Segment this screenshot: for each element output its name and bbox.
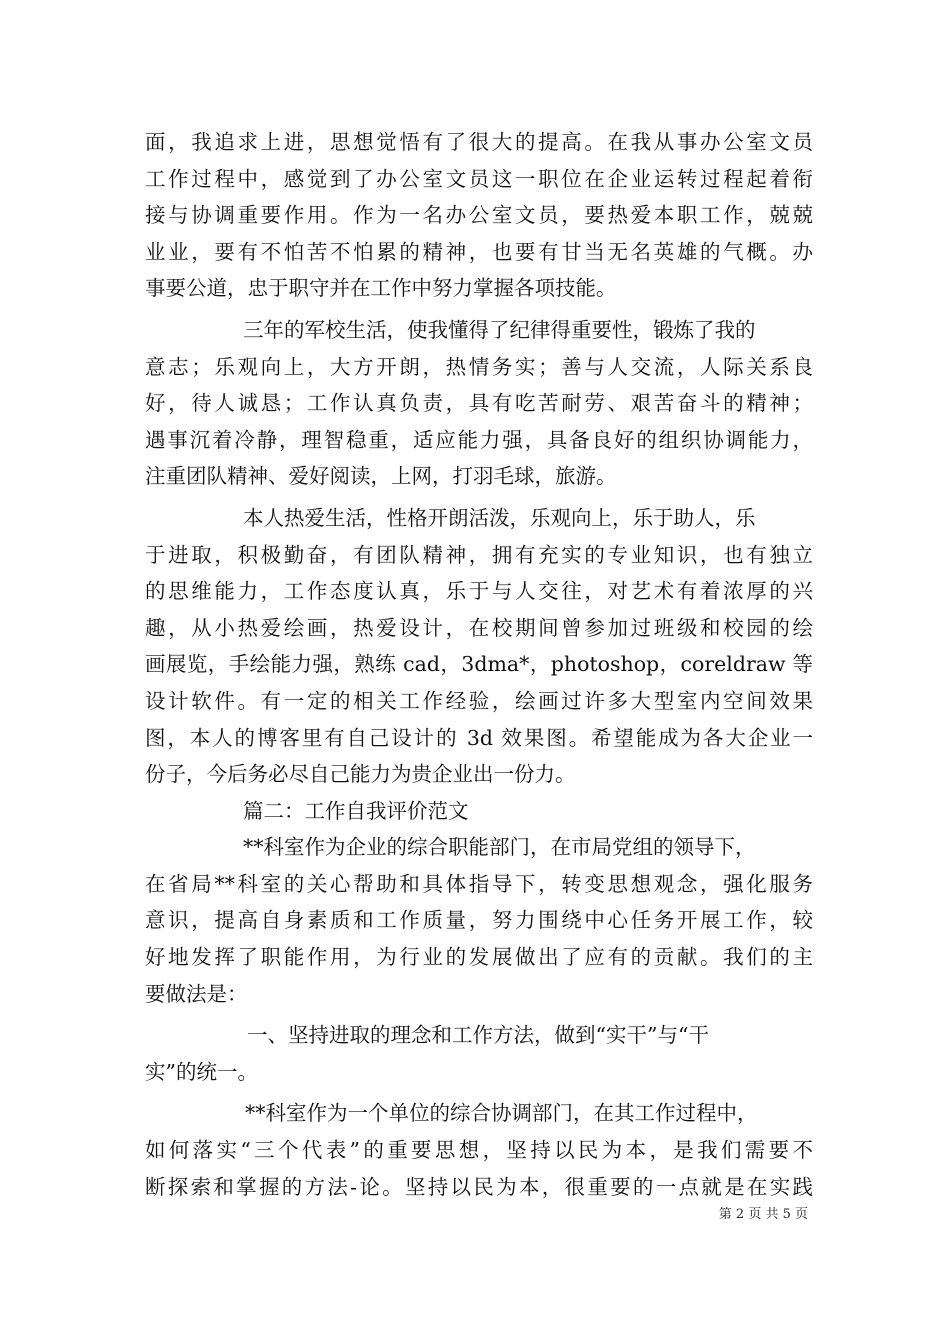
paragraph-first-line: 三年的军校生活，使我懂得了纪律得重要性，锻炼了我的 bbox=[243, 317, 756, 342]
text-line: 事要公道，忠于职守并在工作中努力掌握各项技能。 bbox=[145, 276, 617, 301]
paragraph-first-line: 本人热爱生活，性格开朗活泼，乐观向上，乐于助人，乐 bbox=[243, 505, 756, 530]
text-line: 断探索和掌握的方法-论。坚持以民为本，很重要的一点就是在实践 bbox=[145, 1174, 813, 1199]
text-line: 的思维能力，工作态度认真，乐于与人交往，对艺术有着浓厚的兴 bbox=[145, 579, 813, 604]
text-line: 工作过程中，感觉到了办公室文员这一职位在企业运转过程起着衔 bbox=[145, 166, 813, 191]
text-line: 好地发挥了职能作用，为行业的发展做出了应有的贡献。我们的主 bbox=[145, 945, 813, 970]
paragraph-first-line: **科室作为一个单位的综合协调部门，在其工作过程中， bbox=[245, 1101, 758, 1126]
page-number: 第 2 页 共 5 页 bbox=[718, 1207, 808, 1222]
list-heading: 一、坚持进取的理念和工作方法，做到“实干”与“干 bbox=[247, 1023, 709, 1048]
text-line: 业业，要有不怕苦不怕累的精神，也要有甘当无名英雄的气概。办 bbox=[145, 239, 813, 264]
document-body bbox=[145, 124, 813, 1205]
text-line: 于进取，积极勤奋，有团队精神，拥有充实的专业知识，也有独立 bbox=[145, 542, 813, 567]
text-line: 面，我追求上进，思想觉悟有了很大的提高。在我从事办公室文员 bbox=[145, 130, 813, 154]
text-line: 意志；乐观向上，大方开朗，热情务实；善与人交流，人际关系良 bbox=[145, 354, 813, 379]
text-line: 意识，提高自身素质和工作质量，努力围绕中心任务开展工作，较 bbox=[145, 908, 813, 933]
text-line: 图，本人的博客里有自己设计的 3d 效果图。希望能成为各大企业一 bbox=[145, 725, 813, 750]
text-line: 画展览，手绘能力强，熟练 cad，3dma*，photoshop，coreldraw 等 bbox=[145, 652, 813, 677]
text-line: 趣，从小热爱绘画，热爱设计，在校期间曾参加过班级和校园的绘 bbox=[145, 615, 813, 640]
text-line: 遇事沉着冷静，理智稳重，适应能力强，具备良好的组织协调能力， bbox=[145, 427, 813, 452]
text-line: 要做法是： bbox=[145, 981, 248, 1006]
text-line: 设计软件。有一定的相关工作经验，绘画过许多大型室内空间效果 bbox=[145, 688, 813, 713]
section-heading: 篇二：工作自我评价范文 bbox=[243, 798, 469, 823]
text-line: 好，待人诚恳；工作认真负责，具有吃苦耐劳、艰苦奋斗的精神； bbox=[145, 391, 813, 416]
text-line: 如何落实“三个代表”的重要思想，坚持以民为本，是我们需要不 bbox=[145, 1138, 813, 1163]
text-line: 注重团队精神、爱好阅读，上网，打羽毛球，旅游。 bbox=[145, 464, 617, 489]
text-line: 在省局**科室的关心帮助和具体指导下，转变思想观念，强化服务 bbox=[145, 871, 813, 896]
text-line: 接与协调重要作用。作为一名办公室文员，要热爱本职工作，兢兢 bbox=[145, 203, 813, 228]
paragraph-first-line: **科室作为企业的综合职能部门，在市局党组的领导下， bbox=[243, 835, 756, 860]
text-line: 份子，今后务必尽自己能力为贵企业出一份力。 bbox=[145, 762, 576, 787]
text-line: 实”的统一。 bbox=[145, 1059, 258, 1084]
